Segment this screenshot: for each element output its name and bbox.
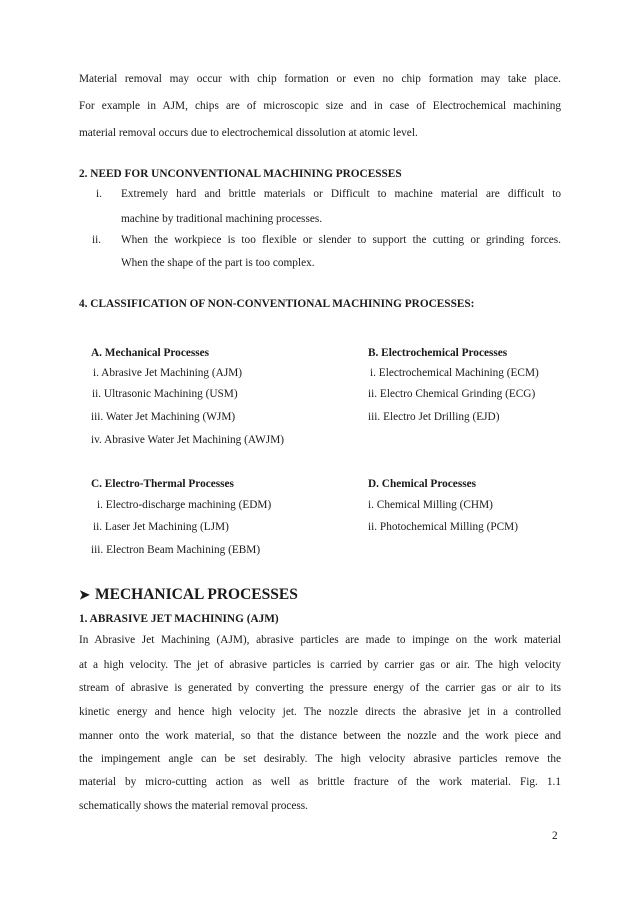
intro-line: Material removal may occur with chip formation or even no chip formation may take place. bbox=[79, 73, 561, 85]
list-item-text: When the workpiece is too flexible or slender to support the cutting or grinding forces. bbox=[121, 234, 561, 246]
section-heading-mechanical bbox=[79, 586, 298, 604]
intro-line: For example in AJM, chips are of microscopic size and in case of Electrochemical machining bbox=[79, 100, 561, 112]
group-item: iii. Electro Jet Drilling (EJD) bbox=[368, 411, 500, 423]
subsection-heading-ajm: 1. ABRASIVE JET MACHINING (AJM) bbox=[79, 613, 279, 625]
paragraph-line: manner onto the work material, so that the distance between the nozzle and the work piece and bbox=[79, 730, 561, 742]
group-item: ii. Laser Jet Machining (LJM) bbox=[93, 521, 229, 533]
paragraph-line: material by micro-cutting action as well as brittle fracture of the work material. Fig. 1.1 bbox=[79, 776, 561, 788]
list-item-text: machine by traditional machining processes. bbox=[121, 213, 323, 225]
group-item: i. Electro-discharge machining (EDM) bbox=[97, 499, 272, 511]
group-item: ii. Electro Chemical Grinding (ECG) bbox=[368, 388, 536, 400]
section-heading-need: 2. NEED FOR UNCONVENTIONAL MACHINING PROCESSES bbox=[79, 168, 402, 180]
group-title: D. Chemical Processes bbox=[368, 478, 477, 490]
section-heading-mechanical-text: MECHANICAL PROCESSES bbox=[95, 586, 298, 603]
list-item-text: When the shape of the part is too complex. bbox=[121, 257, 315, 269]
group-item: ii. Ultrasonic Machining (USM) bbox=[92, 388, 238, 400]
group-item: ii. Photochemical Milling (PCM) bbox=[368, 521, 518, 533]
paragraph-line: stream of abrasive is generated by converting the pressure energy of the carrier gas or air to its bbox=[79, 682, 561, 694]
group-item: iv. Abrasive Water Jet Machining (AWJM) bbox=[91, 434, 285, 446]
group-title: A. Mechanical Processes bbox=[91, 347, 210, 359]
paragraph-line: kinetic energy and hence high velocity jet. The nozzle directs the abrasive jet in a controlled bbox=[79, 706, 561, 718]
paragraph-line: In Abrasive Jet Machining (AJM), abrasive particles are made to impinge on the work material bbox=[79, 634, 561, 646]
group-item: iii. Water Jet Machining (WJM) bbox=[91, 411, 236, 423]
group-item: i. Chemical Milling (CHM) bbox=[368, 499, 493, 511]
paragraph-line: the impingement angle can be set desirably. The high velocity abrasive particles remove the bbox=[79, 753, 561, 765]
group-item: i. Abrasive Jet Machining (AJM) bbox=[93, 367, 243, 379]
section-heading-classification: 4. CLASSIFICATION OF NON-CONVENTIONAL MACHINING PROCESSES: bbox=[79, 298, 475, 310]
page-number: 2 bbox=[552, 830, 558, 842]
intro-line: material removal occurs due to electrochemical dissolution at atomic level. bbox=[79, 127, 418, 139]
group-item: i. Electrochemical Machining (ECM) bbox=[370, 367, 539, 379]
list-item-text: Extremely hard and brittle materials or Difficult to machine material are difficult to bbox=[121, 188, 561, 200]
group-title: C. Electro-Thermal Processes bbox=[91, 478, 234, 490]
list-marker: ii. bbox=[92, 234, 102, 246]
paragraph-line: schematically shows the material removal process. bbox=[79, 800, 308, 812]
paragraph-line: at a high velocity. The jet of abrasive particles is carried by carrier gas or air. The high velocity bbox=[79, 659, 561, 671]
group-title: B. Electrochemical Processes bbox=[368, 347, 508, 359]
group-item: iii. Electron Beam Machining (EBM) bbox=[91, 544, 261, 556]
arrow-bullet-icon: ➤ bbox=[79, 587, 90, 602]
list-marker: i. bbox=[96, 188, 102, 200]
